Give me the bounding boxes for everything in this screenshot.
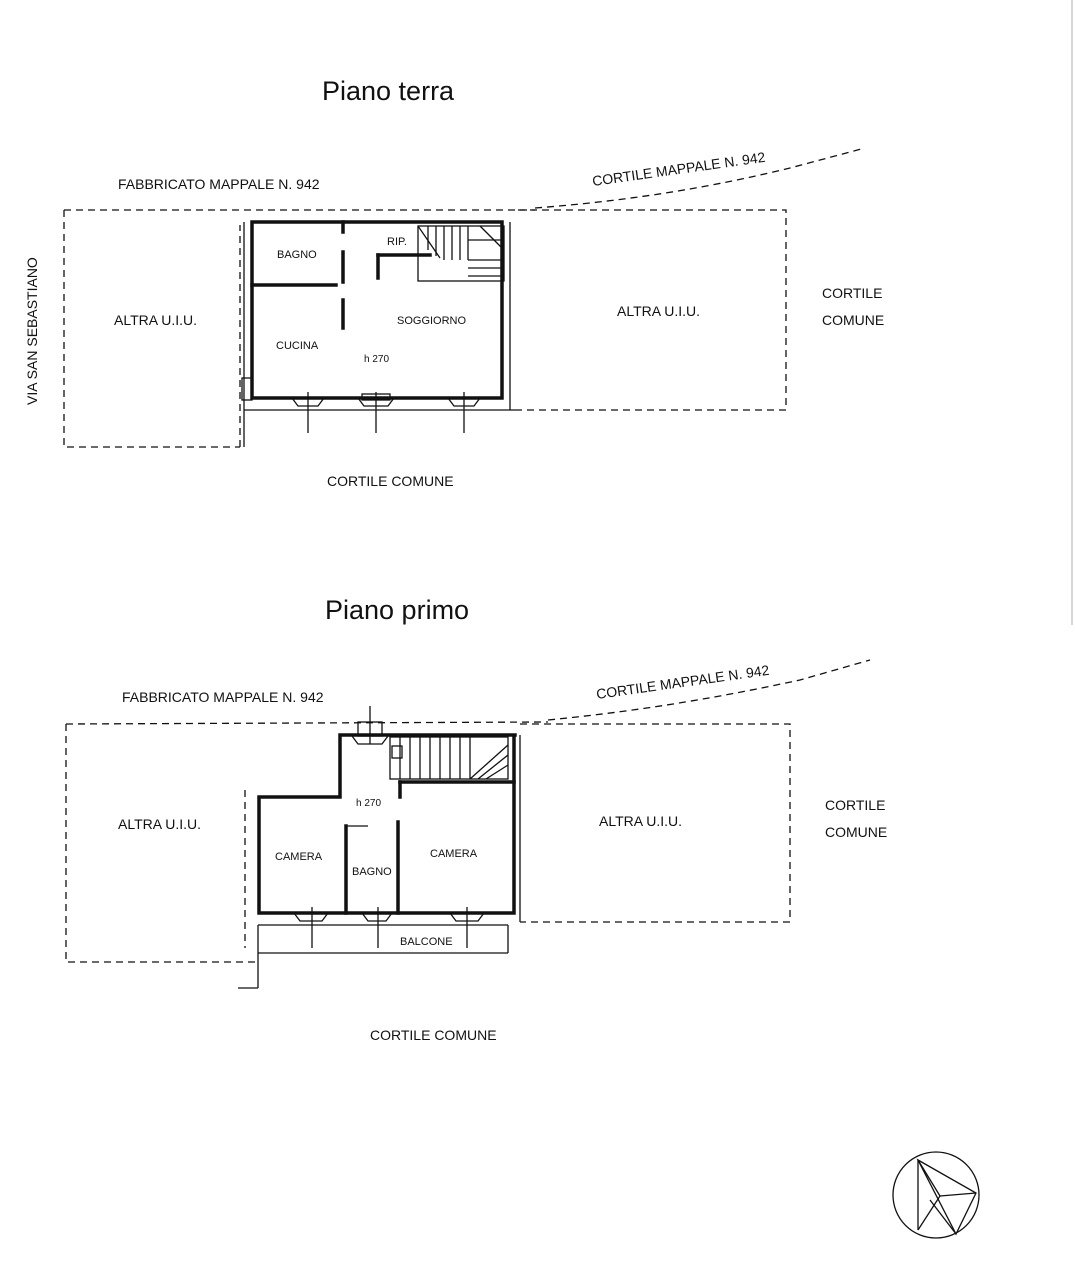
street-label: VIA SAN SEBASTIANO: [24, 257, 40, 405]
first-right-unit-label: ALTRA U.I.U.: [599, 813, 682, 829]
first-floor-title: Piano primo: [325, 595, 470, 625]
ground-courtyard-right-line2: COMUNE: [822, 312, 885, 328]
ground-height-label: h 270: [364, 354, 390, 365]
ground-bathroom-label: BAGNO: [277, 249, 317, 261]
ground-courtyard-parcel-label: CORTILE MAPPALE N. 942: [591, 148, 767, 189]
ground-storage-label: RIP.: [387, 236, 407, 248]
first-left-unit-label: ALTRA U.I.U.: [118, 816, 201, 832]
ground-floor-title: Piano terra: [322, 76, 455, 106]
first-courtyard-right-line2: COMUNE: [825, 824, 888, 840]
ground-kitchen-label: CUCINA: [276, 340, 319, 352]
first-courtyard-right-line1: CORTILE: [825, 797, 886, 813]
first-bedroom-right-label: CAMERA: [430, 848, 478, 860]
ground-courtyard-bottom-label: CORTILE COMUNE: [327, 473, 454, 489]
first-bathroom-label: BAGNO: [352, 866, 392, 878]
first-height-label: h 270: [356, 798, 382, 809]
first-staircase: [390, 737, 508, 779]
ground-courtyard-right-line1: CORTILE: [822, 285, 883, 301]
ground-left-unit-label: ALTRA U.I.U.: [114, 312, 197, 328]
first-vent: [352, 706, 388, 744]
ground-living-label: SOGGIORNO: [397, 315, 467, 327]
ground-building-label: FABBRICATO MAPPALE N. 942: [118, 176, 320, 192]
first-balcony-label: BALCONE: [400, 936, 453, 948]
first-left-unit-boundary: [66, 722, 548, 962]
north-compass-icon: [893, 1152, 979, 1238]
first-bedroom-left-label: CAMERA: [275, 851, 323, 863]
first-courtyard-bottom-label: CORTILE COMUNE: [370, 1027, 497, 1043]
first-building-label: FABBRICATO MAPPALE N. 942: [122, 689, 324, 705]
first-courtyard-parcel-label: CORTILE MAPPALE N. 942: [595, 661, 771, 702]
ground-right-unit-label: ALTRA U.I.U.: [617, 303, 700, 319]
